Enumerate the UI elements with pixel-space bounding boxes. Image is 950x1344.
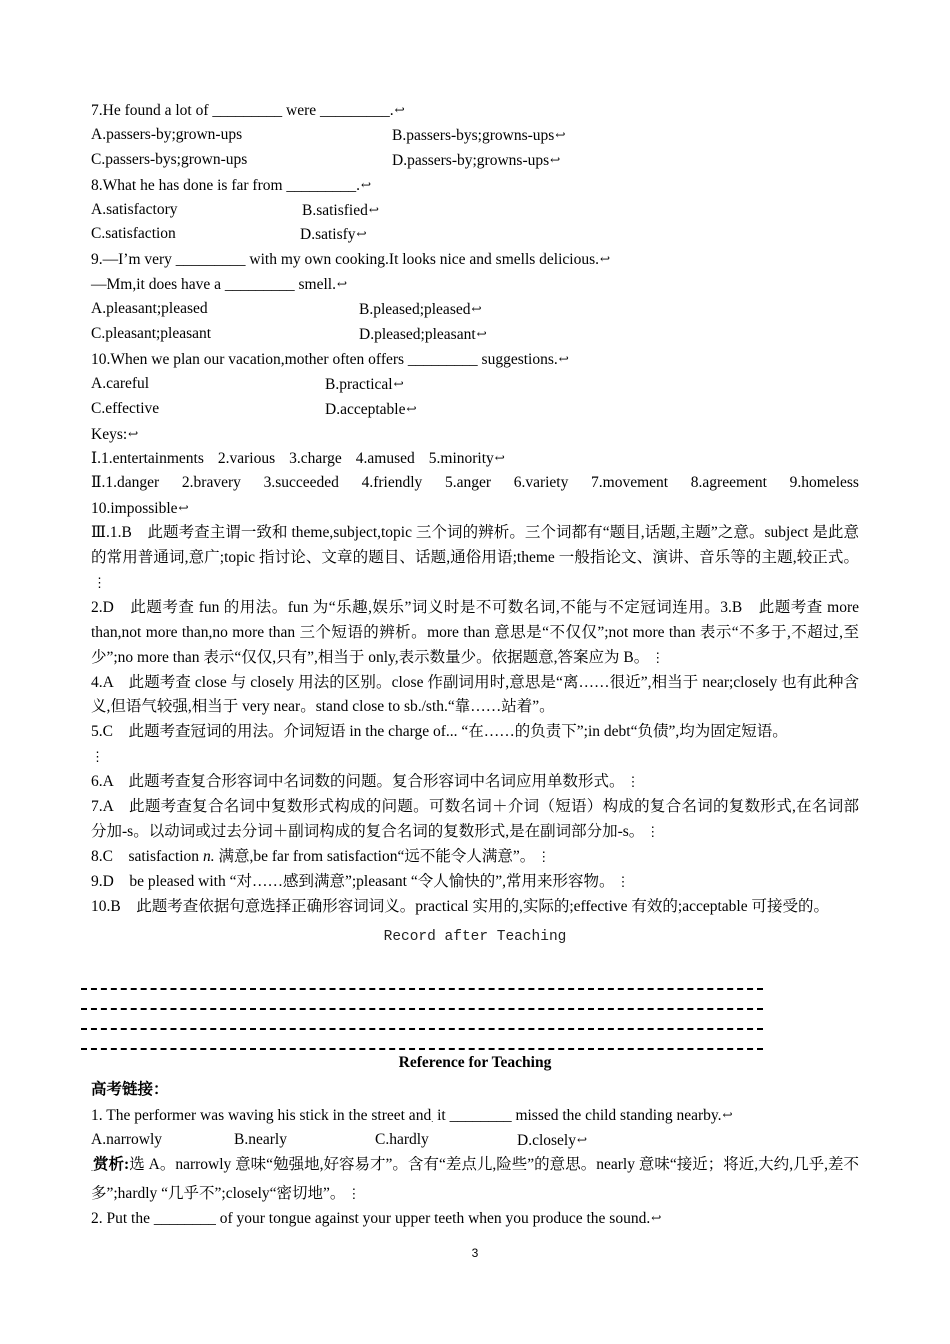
explanation-2-3: 2.D 此题考查 fun 的用法。fun 为“乐趣,娱乐”词义时是不可数名词,不能与不定冠词连用。3.B 此题考查 more than,not more than,no more than 三个短语的辨析。more than 意思是“不仅仅”;not more than 表示“不多于,不超过,至少”;no more than 表示“仅仅,只有”,相当于 only,表示数量少。依据题意,答案应为 B。 ⋮ (91, 598, 859, 666)
return-mark-icon: ↩ (576, 1132, 586, 1147)
page-number: 3 (471, 1246, 479, 1260)
gaokao-question-1-options (91, 1128, 859, 1153)
key-item: 7.movement (591, 474, 669, 492)
small-dot-mark: . (431, 1114, 434, 1124)
option-b: B.passers-bys;growns-ups↩ (392, 123, 563, 149)
continue-mark-icon: ⋮ (646, 824, 660, 840)
dashed-line (81, 1028, 763, 1030)
return-mark-icon: ↩ (356, 227, 365, 242)
return-mark-icon: ↩ (336, 277, 346, 292)
continue-mark-icon: ⋮ (651, 649, 665, 665)
keys-part-2-last: 10.impossible↩ (91, 496, 859, 521)
option-c: C.effective (91, 399, 160, 417)
return-mark-icon: ↩ (555, 127, 564, 142)
question-10-stem: 10.When we plan our vacation,mother often offers _________ suggestions.↩ (91, 347, 859, 372)
dashed-line (81, 988, 763, 990)
return-mark-icon: ↩ (550, 152, 559, 167)
option-a: A.satisfactory (91, 200, 178, 218)
option-c: C.satisfaction (91, 225, 176, 243)
question-8-options-ab (91, 198, 859, 223)
key-item: 4.amused (355, 450, 415, 468)
question-10-options-cd (91, 397, 859, 422)
return-mark-icon: ↩ (368, 202, 377, 217)
key-item: 5.anger (444, 474, 491, 492)
continue-mark-icon: ⋮ (616, 873, 630, 889)
gaokao-question-2-stem: 2. Put the ________ of your tongue against your upper teeth when you produce the sound.↩ (91, 1206, 859, 1231)
question-7-options-ab (91, 123, 859, 148)
exercise-content (91, 98, 859, 952)
gaokao-title: 高考链接： (91, 1081, 169, 1098)
return-mark-icon: ↩ (394, 103, 403, 117)
explanation-5: 5.C 此题考查冠词的用法。介词短语 in the charge of... “在……的负责下”;in debt“负债”,均为固定短语。 ⋮ (91, 723, 788, 765)
option-d: D.closely↩ (517, 1128, 585, 1154)
keys-part-2 (91, 471, 859, 496)
question-9-options-ab (91, 297, 859, 322)
gaokao-question-1-stem: 1. The performer was waving his stick in the street and. it ________ missed the child standing nearby.↩ (91, 1103, 859, 1128)
dashed-line (81, 1048, 763, 1050)
option-a: A.passers-by;grown-ups (91, 125, 243, 143)
key-item: 3.charge (289, 450, 342, 468)
question-7-stem: 7.He found a lot of _________ were _________.↩ (91, 98, 859, 123)
key-item: 5.minority (428, 450, 494, 468)
option-a: A.careful (91, 374, 150, 392)
key-item: 2.various (217, 450, 276, 468)
return-mark-icon: ↩ (128, 426, 137, 441)
option-b: B.pleased;pleased↩ (359, 297, 480, 323)
continue-mark-icon: ⋮ (347, 1185, 361, 1201)
option-c: C.passers-bys;grown-ups (91, 150, 248, 168)
option-b: B.satisfied↩ (302, 198, 377, 224)
key-item: 3.succeeded (263, 474, 339, 492)
return-mark-icon: ↩ (722, 1107, 731, 1122)
return-mark-icon: ↩ (494, 451, 503, 466)
option-b: B.practical↩ (325, 372, 402, 398)
option-c: C.pleasant;pleasant (91, 325, 212, 343)
question-9-stem-2: —Mm,it does have a _________ smell.↩ (91, 272, 859, 297)
question-7-options-cd (91, 148, 859, 173)
option-d: D.pleased;pleasant↩ (359, 322, 485, 348)
keys-label: Keys:↩ (91, 422, 859, 447)
explanation-9: 9.D be pleased with “对……感到满意”;pleasant “令人愉快的”,常用来形容物。 ⋮ (91, 872, 630, 890)
return-mark-icon: ↩ (651, 1211, 660, 1226)
option-d: D.satisfy↩ (300, 222, 365, 248)
return-mark-icon: ↩ (178, 501, 187, 516)
record-after-teaching-title: Record after Teaching (383, 928, 567, 945)
explanation-1: Ⅲ.1.B 此题考查主谓一致和 theme,subject,topic 三个词的辨析。三个词都有“题目,话题,主题”之意。subject 是此意的常用普通词,意广;topic 指讨论、文章的题目、话题,通俗用语;theme 一般指论文、演讲、音乐等的主题,较正式。⋮ (91, 524, 859, 590)
option-d: D.acceptable↩ (325, 397, 415, 423)
key-item: 9.homeless (789, 474, 859, 492)
return-mark-icon: ↩ (600, 252, 609, 267)
question-9-options-cd (91, 322, 859, 347)
gaokao-analysis: .赏析:选 A。narrowly 意味“勉强地,好容易才”。含有“差点儿,险些”的意思。nearly 意味“接近；将近,大约,几乎,差不多”;hardly “几乎不”;closely“密切地”。 ⋮ (91, 1155, 859, 1202)
option-c: C.hardly (375, 1130, 429, 1148)
explanation-7: 7.A 此题考查复合名词中复数形式构成的问题。可数名词＋介词（短语）构成的复合名词的复数形式,在名词部分加-s。以动词或过去分词＋副词构成的复合名词的复数形式,是在副词部分加-s。 ⋮ (91, 798, 859, 841)
question-8-stem: 8.What he has done is far from _________.↩ (91, 173, 859, 198)
option-d: D.passers-by;growns-ups↩ (392, 148, 558, 174)
key-item: 6.variety (513, 474, 569, 492)
explanation-6: 6.A 此题考查复合形容词中名词数的问题。复合形容词中名词应用单数形式。 ⋮ (91, 773, 640, 791)
key-item: 8.agreement (690, 474, 767, 492)
return-mark-icon: ↩ (361, 177, 370, 192)
question-9-stem-1: 9.—I’m very _________ with my own cooking.It looks nice and smells delicious.↩ (91, 247, 859, 272)
option-a: A.pleasant;pleased (91, 300, 208, 318)
explanation-8: 8.C satisfaction n. 满意,be far from satisfaction“远不能令人满意”。 ⋮ (91, 847, 551, 865)
dashed-line (81, 1008, 763, 1010)
explanation-4: 4.A 此题考查 close 与 closely 用法的区别。close 作副词用时,意思是“离……很近”,相当于 near;closely 也有此种含义,但语气较强,相当于 very near。stand close to sb./sth.“靠……站着”。 (91, 673, 859, 716)
key-item: Ⅱ.1.danger (91, 474, 160, 492)
keys-part-1 (91, 446, 859, 471)
return-mark-icon: ↩ (406, 401, 415, 416)
question-8-options-cd (91, 222, 859, 247)
option-b: B.nearly (234, 1130, 287, 1148)
question-10-options-ab (91, 372, 859, 397)
small-dot-mark: . (91, 1163, 93, 1173)
reference-for-teaching-title: Reference for Teaching (398, 1054, 552, 1071)
return-mark-icon: ↩ (393, 376, 402, 391)
continue-mark-icon: ⋮ (93, 574, 106, 590)
key-item: 2.bravery (181, 474, 241, 492)
key-item: 4.friendly (361, 474, 423, 492)
continue-mark-icon: ⋮ (537, 848, 551, 864)
continue-mark-icon: ⋮ (91, 749, 104, 765)
gaokao-content (91, 1078, 859, 1231)
key-item: Ⅰ.1.entertainments (91, 450, 204, 468)
return-mark-icon: ↩ (558, 351, 567, 366)
continue-mark-icon: ⋮ (626, 774, 640, 790)
return-mark-icon: ↩ (471, 302, 480, 317)
explanation-10: 10.B 此题考查依据句意选择正确形容词词义。practical 实用的,实际的;effective 有效的;acceptable 可接受的。 (91, 897, 829, 915)
return-mark-icon: ↩ (476, 327, 485, 342)
option-a: A.narrowly (91, 1130, 163, 1148)
